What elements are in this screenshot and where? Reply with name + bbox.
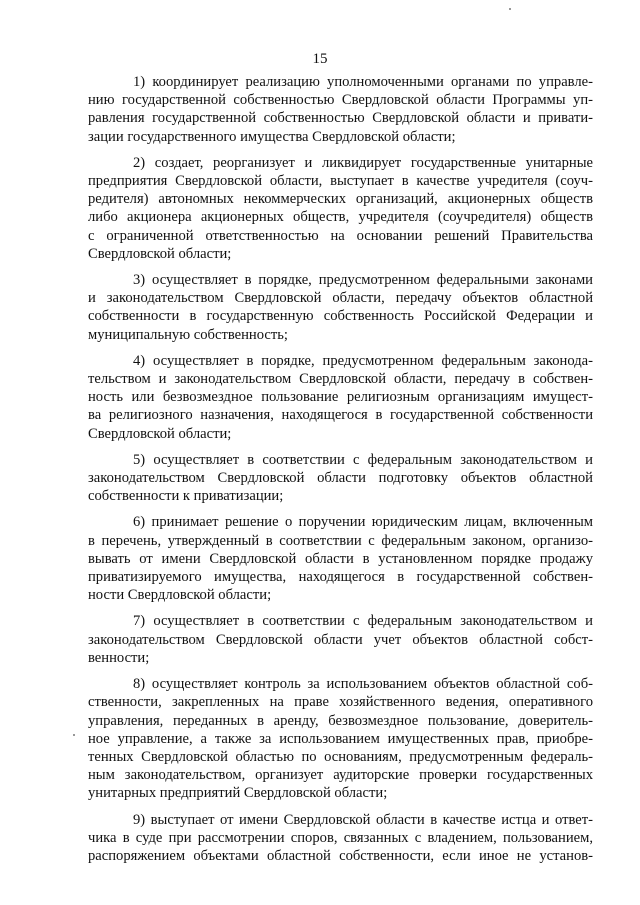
- text-line: Свердловской области;: [88, 425, 232, 442]
- paragraph-8: [88, 675, 593, 802]
- text-line: 1) координирует реализацию уполномоченными органами по управле-: [133, 74, 593, 90]
- text-line: тельством и законодательством Свердловской области, передачу в собствен-: [88, 371, 593, 388]
- text-line: 3) осуществляет в порядке, предусмотренном федеральными законами: [133, 272, 593, 289]
- paragraph-5: [88, 451, 593, 506]
- text-line: 2) создает, реорганизует и ликвидирует государственные унитарные: [133, 154, 593, 171]
- text-line: в перечень, утвержденный в соответствии с федеральным законом, организо-: [88, 532, 593, 549]
- paragraph-9: [88, 811, 593, 866]
- text-line: ным законодательством, организует аудиторские проверки государственных: [88, 767, 593, 784]
- text-line: предприятия Свердловской области, выступает в качестве учредителя (соуч-: [88, 173, 593, 190]
- scan-speck: [73, 734, 75, 736]
- text-line: чика в суде при рассмотрении споров, связанных с владением, пользованием,: [88, 829, 593, 846]
- text-line: нию государственной собственностью Свердловской области Программы уп-: [88, 92, 593, 109]
- paragraph-7: [88, 612, 593, 667]
- text-line: и законодательством Свердловской области, передачу объектов областной: [88, 290, 593, 307]
- text-line: законодательством Свердловской области подготовку объектов областной: [88, 470, 593, 487]
- text-line: ва религиозного назначения, находящегося в государственной собственности: [88, 407, 593, 424]
- paragraph-3: [88, 271, 593, 344]
- text-line: с ограниченной ответственностью на основании решений Правительства: [88, 227, 593, 244]
- paragraph-2: [88, 154, 593, 263]
- text-line: собственности к приватизации;: [88, 488, 284, 505]
- text-line: редителя) автономных некоммерческих организаций, акционерных обществ: [88, 191, 593, 208]
- text-line: ственности, закрепленных на праве хозяйственного ведения, оперативного: [88, 694, 593, 711]
- paragraph-4: [88, 352, 593, 443]
- text-line: 9) выступает от имени Свердловской области в качестве истца и ответ-: [133, 811, 593, 828]
- text-line: либо акционера акционерных обществ, учредителя (соучредителя) обществ: [88, 209, 593, 226]
- text-line: 8) осуществляет контроль за использованием объектов областной соб-: [133, 676, 593, 693]
- text-line: управления, переданных в аренду, безвозмездное пользование, доверитель-: [88, 712, 593, 729]
- text-line: унитарных предприятий Свердловской области;: [88, 785, 388, 802]
- text-line: собственности в государственную собственность Российской Федерации и: [88, 308, 593, 325]
- text-line: венности;: [88, 649, 150, 666]
- text-line: равления государственной собственностью Свердловской области и привати-: [88, 110, 593, 127]
- text-line: 5) осуществляет в соответствии с федеральным законодательством и: [133, 451, 593, 468]
- text-line: тенных Свердловской областью по основаниям, предусмотренным федераль-: [88, 748, 593, 765]
- text-line: 7) осуществляет в соответствии с федеральным законодательством и: [133, 613, 593, 630]
- text-line: ное управление, а также за использованием имущественных прав, приобре-: [88, 730, 593, 747]
- text-line: вывать от имени Свердловской области в установленном порядке продажу: [88, 550, 593, 567]
- document-body: [88, 73, 593, 873]
- text-line: зации государственного имущества Свердловской области;: [88, 128, 456, 145]
- text-line: ности Свердловской области;: [88, 587, 272, 604]
- scan-speck: [509, 8, 511, 10]
- text-line: 6) принимает решение о поручении юридическим лицам, включенным: [133, 514, 593, 531]
- paragraph-6: [88, 513, 593, 604]
- text-line: муниципальную собственность;: [88, 326, 288, 343]
- text-line: распоряжением объектами областной собственности, если иное не установ-: [88, 847, 593, 864]
- text-line: ность или безвозмездное пользование религиозным организациям имущест-: [88, 389, 593, 406]
- text-line: приватизируемого имущества, находящегося в государственной собствен-: [88, 569, 593, 586]
- text-line: законодательством Свердловской области учет объектов областной собст-: [88, 631, 593, 648]
- paragraph-1: [88, 73, 593, 146]
- text-line: Свердловской области;: [88, 245, 232, 262]
- page-number: 15: [312, 51, 328, 67]
- text-line: 4) осуществляет в порядке, предусмотренном федеральным законода-: [133, 352, 593, 369]
